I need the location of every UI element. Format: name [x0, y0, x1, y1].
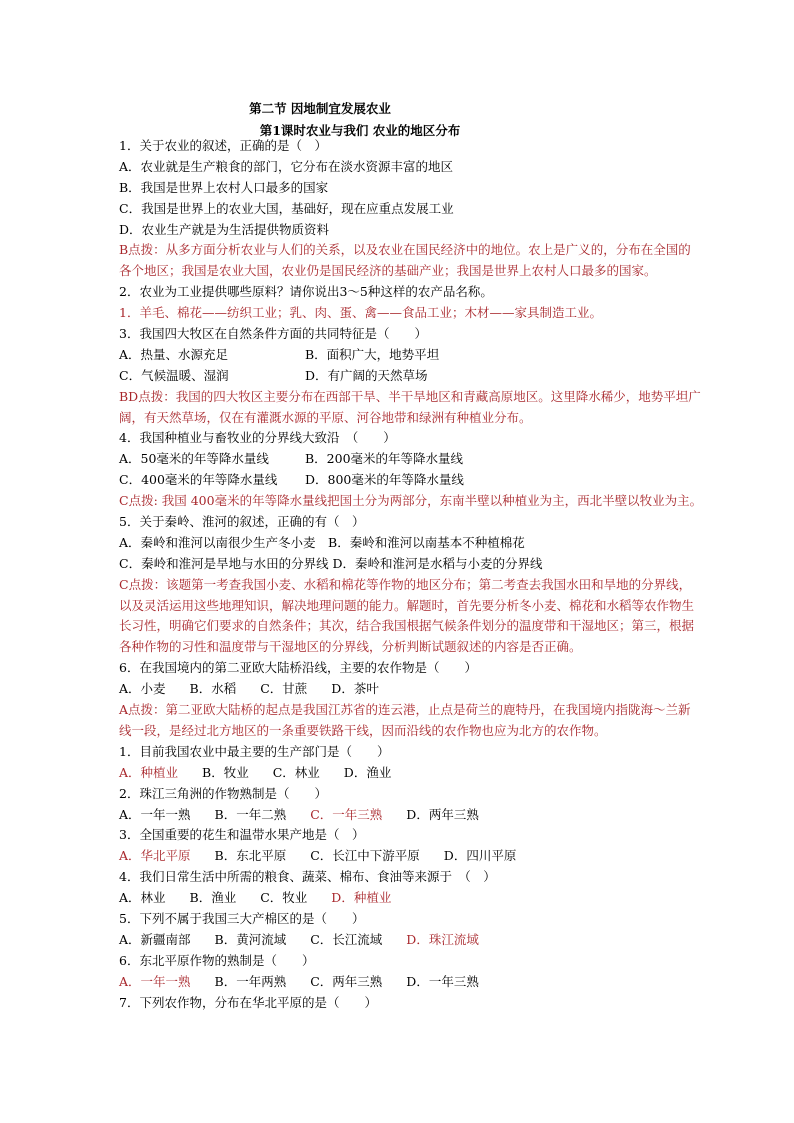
option-d: D．渔业 [343, 764, 392, 780]
question-text: 2．珠江三角洲的作物熟制是（ ） [119, 785, 327, 801]
answer-explanation: C点拨：该题第一考查我国小麦、水稻和棉花等作物的地区分布；第二考查去我国水田和旱地的分界线， [119, 576, 692, 592]
answer-explanation: A点拨：第二亚欧大陆桥的起点是我国江苏省的连云港，止点是荷兰的鹿特丹，在我国境内指陇海～兰新 [119, 702, 691, 718]
option-d: D．一年三熟 [406, 973, 479, 989]
lesson-title: 第1课时农业与我们 农业的地区分布 [259, 123, 461, 138]
answer-explanation: 线一段，是经过北方地区的一条重要铁路干线，因而沿线的农作物也应为北方的农作物。 [119, 722, 607, 738]
question-text: 2．农业为工业提供哪些原料？请你说出3～5种这样的农产品名称。 [119, 284, 493, 300]
option-row [119, 930, 679, 951]
option-row [119, 846, 679, 867]
answer-explanation: C点拨: 我国 400毫米的年等降水量线把国土分为两部分，东南半壁以种植业为主，西北半壁以牧业为主。 [119, 493, 703, 509]
question-text: 3．我国四大牧区在自然条件方面的共同特征是（ ） [119, 326, 427, 342]
option-c: C．牧业 [260, 890, 308, 906]
option-a: A．农业就是生产粮食的部门，它分布在淡水资源丰富的地区 [119, 158, 454, 174]
option-c: C．林业 [272, 764, 320, 780]
answer-explanation: 各种作物的习性和温度带与干湿地区的分界线，分析判断试题叙述的内容是否正确。 [119, 639, 582, 655]
answer-explanation: 长习性，明确它们要求的自然条件；其次，结合我国根据气候条件划分的温度带和干湿地区；第三，根据 [119, 618, 695, 634]
option-c: C．甘蔗 [260, 681, 308, 697]
option-a: A．一年一熟 [119, 973, 191, 989]
option-row [119, 972, 679, 993]
question-text: 4．我们日常生活中所需的粮食、蔬菜、棉布、食油等来源于 （ ） [119, 869, 496, 885]
question-text: 4．我国种植业与畜牧业的分界线大致沿 （ ） [119, 430, 396, 446]
option-a: A．华北平原 [119, 848, 191, 864]
option-a: A．新疆南部 [119, 931, 191, 947]
option-d: D．种植业 [331, 890, 392, 906]
option-b: B．渔业 [189, 890, 237, 906]
option-row [119, 366, 679, 387]
question-text: 1．目前我国农业中最主要的生产部门是（ ） [119, 743, 390, 759]
option-b: B．水稻 [189, 681, 237, 697]
option-d: D．有广阔的天然草场 [305, 367, 428, 383]
option-c: C．400毫米的年等降水量线 [119, 472, 278, 488]
question-text: 1．关于农业的叙述，正确的是（ ） [119, 138, 327, 153]
option-b: B．东北平原 [214, 848, 287, 864]
option-b: B．牧业 [202, 764, 249, 780]
option-b: B．一年两熟 [214, 973, 287, 989]
option-row: C．秦岭和淮河是旱地与水田的分界线 D．秦岭和淮河是水稻与小麦的分界线 [119, 555, 543, 571]
answer-explanation: B点拨：从多方面分析农业与人们的关系，以及农业在国民经济中的地位。农上是广义的，分布在全国的 [119, 242, 691, 258]
question-text: 5．关于秦岭、淮河的叙述，正确的有（ ） [119, 514, 365, 530]
option-a: A．林业 [119, 890, 166, 906]
option-d: D．800毫米的年等降水量线 [305, 472, 464, 488]
option-b: B．面积广大，地势平坦 [305, 346, 440, 362]
option-a: A．种植业 [119, 764, 179, 780]
option-d: D．四川平原 [443, 848, 517, 864]
option-c: C．我国是世界上的农业大国，基础好，现在应重点发展工业 [119, 200, 454, 216]
option-row [119, 449, 679, 470]
option-b: B．一年二熟 [214, 806, 287, 822]
section-title: 第二节 因地制宜发展农业 [249, 101, 391, 116]
option-b: B．200毫米的年等降水量线 [305, 451, 464, 467]
option-c: C．气候温暖、湿润 [119, 367, 229, 383]
answer-explanation: 以及灵活运用这些地理知识，解决地理问题的能力。解题时，首先要分析冬小麦、棉花和水稻等农作物生 [119, 597, 695, 613]
option-row [119, 805, 679, 826]
option-row [119, 470, 679, 491]
option-a: A．热量、水源充足 [119, 346, 229, 362]
option-a: A．小麦 [119, 681, 166, 697]
answer-explanation: BD点拨：我国的四大牧区主要分布在西部干旱、半干旱地区和青藏高原地区。这里降水稀少，地势平坦广 [119, 388, 701, 404]
option-row [119, 679, 679, 700]
question-text: 3．全国重要的花生和温带水果产地是（ ） [119, 827, 365, 843]
option-c: C．长江流域 [310, 931, 383, 947]
question-text: 7．下列农作物，分布在华北平原的是（ ） [119, 994, 377, 1010]
answer-explanation: 各个地区；我国是农业大国，农业仍是国民经济的基础产业；我国是世界上农村人口最多的国家。 [119, 263, 657, 279]
question-list [119, 136, 703, 1013]
question-text: 6．东北平原作物的熟制是（ ） [119, 952, 315, 968]
option-d: D．珠江流域 [406, 931, 479, 947]
option-c: C．一年三熟 [310, 806, 383, 822]
question-text: 5．下列不属于我国三大产棉区的是（ ） [119, 910, 365, 926]
option-b: B．黄河流域 [214, 931, 287, 947]
option-c: C．长江中下游平原 [310, 848, 420, 864]
option-b: B．我国是世界上农村人口最多的国家 [119, 179, 329, 195]
answer-explanation: 阔，有天然草场，仅在有灌溉水源的平原、河谷地带和绿洲有种植业分布。 [119, 409, 532, 425]
option-d: D．茶叶 [331, 681, 379, 697]
answer-explanation: 1．羊毛、棉花——纺织工业；乳、肉、蛋、禽——食品工业；木材——家具制造工业。 [119, 305, 602, 321]
option-a: A．一年一熟 [119, 806, 191, 822]
option-row [119, 763, 679, 784]
option-c: C．两年三熟 [310, 973, 383, 989]
option-row: A．秦岭和淮河以南很少生产冬小麦 B．秦岭和淮河以南基本不种植棉花 [119, 534, 525, 550]
option-d: D．两年三熟 [406, 806, 479, 822]
option-a: A．50毫米的年等降水量线 [119, 451, 269, 467]
option-row [119, 345, 679, 366]
option-d: D．农业生产就是为生活提供物质资料 [119, 221, 330, 237]
option-row [119, 888, 679, 909]
question-text: 6．在我国境内的第二亚欧大陆桥沿线，主要的农作物是（ ） [119, 660, 477, 676]
